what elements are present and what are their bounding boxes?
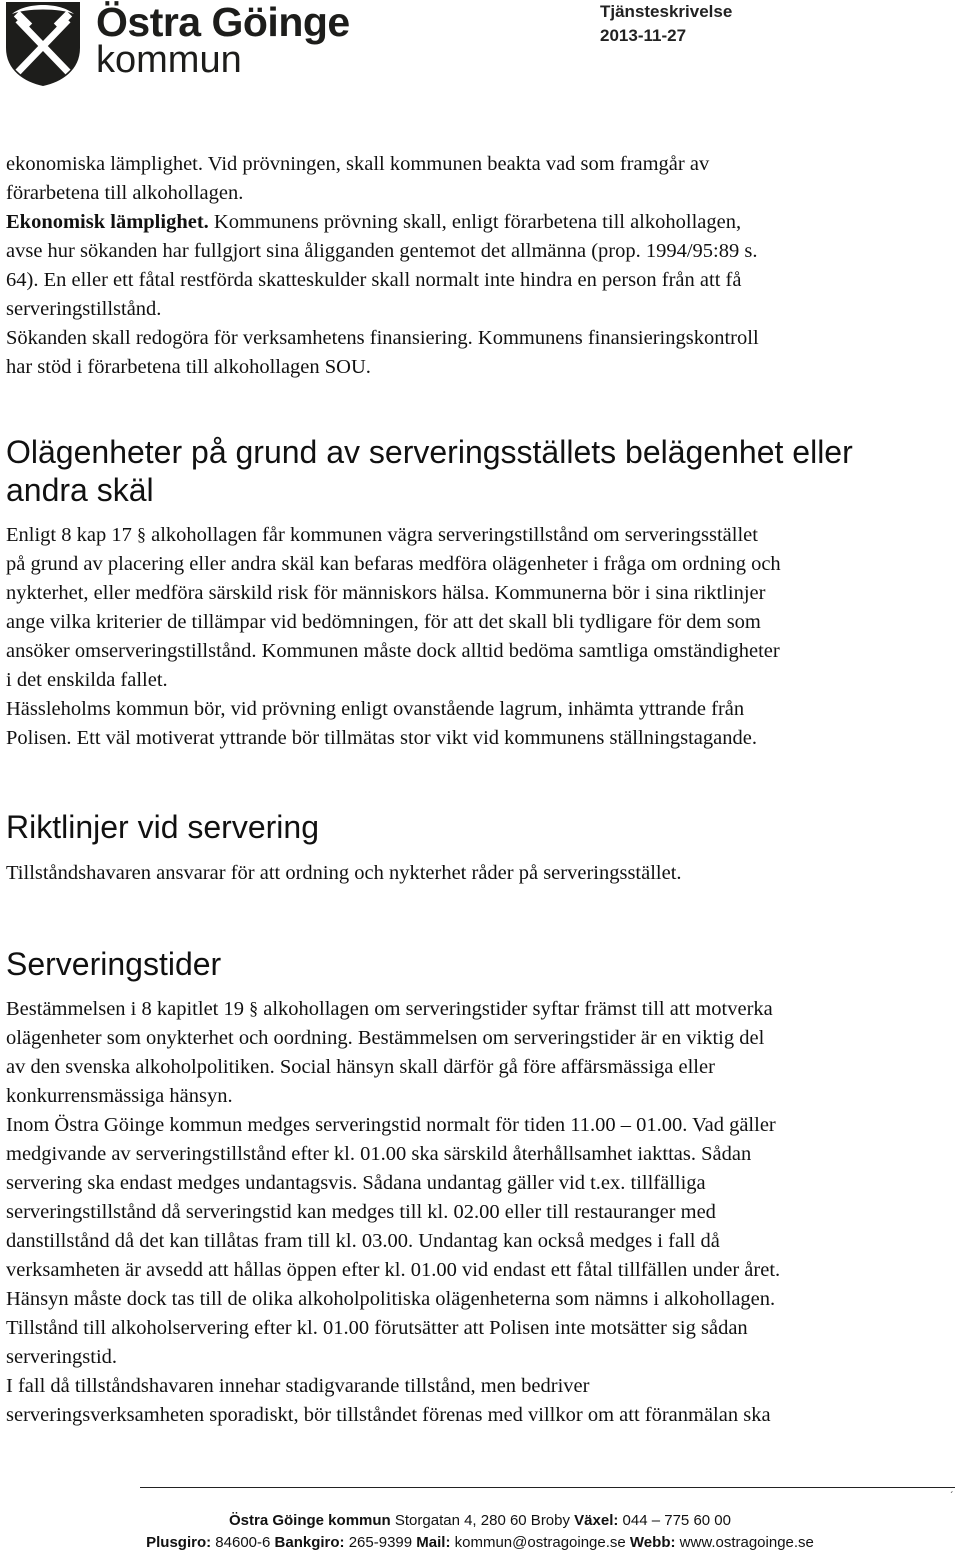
footer-mark: ´	[950, 1491, 954, 1502]
section-heading: Riktlinjer vid servering	[6, 809, 319, 845]
text-line: medgivande av serveringstillstånd efter kl. 01.00 ska särskild återhållsamhet iakttas. Sådan	[6, 1143, 752, 1165]
footer-divider	[140, 1487, 955, 1488]
text-line: Tillstånd till alkoholservering efter kl. 01.00 förutsätter att Polisen inte motsätter sig sådan	[6, 1317, 748, 1339]
text-line: av den svenska alkoholpolitiken. Social hänsyn skall därför gå före affärsmässiga eller	[6, 1056, 715, 1078]
text-line: Ekonomisk lämplighet. Kommunens prövning skall, enligt förarbetena till alkohollagen,	[6, 211, 742, 233]
section-sign: §	[249, 998, 259, 1018]
website-link[interactable]: www.ostragoinge.se	[675, 1534, 814, 1551]
text-line: på grund av placering eller andra skäl kan befaras medföra olägenheter i fråga om ordning och	[6, 553, 781, 575]
text-line: serveringstid.	[6, 1346, 118, 1368]
text-line: verksamheten är avsedd att hållas öppen efter kl. 01.00 vid endast ett fåtal tillfällen under året.	[6, 1259, 781, 1281]
text-line: i det enskilda fallet.	[6, 669, 168, 691]
document-date: 2013-11-27	[600, 26, 687, 45]
text-line: serveringstillstånd.	[6, 298, 162, 320]
text-line: Polisen. Ett väl motiverat yttrande bör tillmätas stor vikt vid kommunens ställningstagande.	[6, 727, 757, 749]
document-type: Tjänsteskrivelse	[600, 2, 733, 21]
section-heading: Serveringstider	[6, 946, 222, 982]
text-line: olägenheter som onykterhet och oordning. Bestämmelsen om serveringstider är en viktig del	[6, 1027, 765, 1049]
text-line: Hässleholms kommun bör, vid prövning enligt ovanstående lagrum, inhämta yttrande från	[6, 698, 745, 720]
text-line: Sökanden skall redogöra för verksamhetens finansiering. Kommunens finansieringskontroll	[6, 327, 759, 349]
logo-name: Östra Göinge	[96, 0, 350, 45]
text-line: ansöker omserveringstillstånd. Kommunen måste dock alltid bedöma samtliga omständigheter	[6, 640, 780, 662]
footer-address: Östra Göinge kommun Storgatan 4, 280 60 Broby Växel: 044 – 775 60 00	[229, 1512, 731, 1529]
text-line: Tillståndshavaren ansvarar för att ordning och nykterhet råder på serveringsstället.	[6, 862, 682, 884]
text-line: nykterhet, eller medföra särskild risk för människors hälsa. Kommunerna bör i sina riktlinjer	[6, 582, 766, 604]
section-heading: andra skäl	[6, 472, 154, 508]
text-line: ange vilka kriterier de tillämpar vid bedömningen, för att det skall bli tydligare för dem som	[6, 611, 761, 633]
text-line: Inom Östra Göinge kommun medges serveringstid normalt för tiden 11.00 – 01.00. Vad gäller	[6, 1114, 776, 1136]
footer-contact: Plusgiro: 84600-6 Bankgiro: 265-9399 Mail: kommun@ostragoinge.se Webb: www.ostragoinge.se	[146, 1534, 814, 1551]
text-line: konkurrensmässiga hänsyn.	[6, 1085, 233, 1107]
municipality-logo	[4, 0, 350, 90]
text-line: serveringstillstånd då serveringstid kan medges till kl. 02.00 eller till restauranger med	[6, 1201, 716, 1223]
text-line: förarbetena till alkohollagen.	[6, 182, 244, 204]
text-line: 64). En eller ett fåtal restförda skatteskulder skall normalt inte hindra en person från att få	[6, 269, 742, 291]
text-line: serveringsverksamheten sporadiskt, bör tillståndet förenas med villkor om att föranmälan ska	[6, 1404, 771, 1426]
email-link[interactable]: kommun@ostragoinge.se	[450, 1534, 630, 1551]
text-line: Hänsyn måste dock tas till de olika alkoholpolitiska olägenheterna som nämns i alkohollagen.	[6, 1288, 776, 1310]
logo-subtitle: kommun	[96, 39, 242, 81]
text-line: Bestämmelsen i 8 kapitlet 19 § alkohollagen om serveringstider syftar främst till att motverka	[6, 995, 773, 1024]
text-line: servering ska endast medges undantagsvis. Sådana undantag gäller vid t.ex. tillfälliga	[6, 1172, 706, 1194]
section-sign: §	[136, 524, 146, 544]
text-line: avse hur sökanden har fullgjort sina åligganden gentemot det allmänna (prop. 1994/95:89 s.	[6, 240, 758, 262]
text-line: ekonomiska lämplighet. Vid prövningen, skall kommunen beakta vad som framgår av	[6, 153, 710, 175]
text-line: Enligt 8 kap 17 § alkohollagen får kommunen vägra serveringstillstånd om serveringsstället	[6, 521, 758, 550]
text-line: I fall då tillståndshavaren innehar stadigvarande tillstånd, men bedriver	[6, 1375, 590, 1397]
coat-of-arms-icon	[4, 0, 82, 86]
section-heading: Olägenheter på grund av serveringsställets belägenhet eller	[6, 434, 853, 470]
text-line: har stöd i förarbetena till alkohollagen SOU.	[6, 356, 371, 378]
text-line: danstillstånd då det kan tillåtas fram till kl. 03.00. Undantag kan också medges i fall då	[6, 1230, 720, 1252]
econ-heading: Ekonomisk lämplighet.	[6, 211, 209, 233]
